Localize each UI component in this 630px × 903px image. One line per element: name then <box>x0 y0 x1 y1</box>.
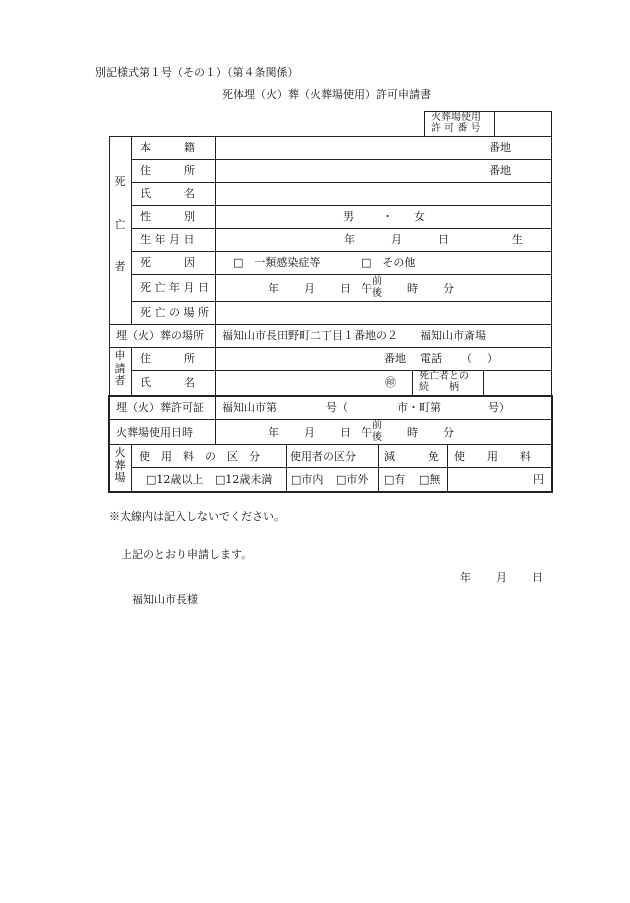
seal-mark: ㊞ <box>385 376 396 389</box>
label-birth-date: 生 年 月 日 <box>140 233 195 246</box>
permit-number-field[interactable] <box>495 112 551 136</box>
applicant-phone-label: 電話 <box>420 352 442 365</box>
date-year: 年 <box>460 571 471 584</box>
table-divider <box>131 251 552 252</box>
permit-box-label: 許 可 番 号 <box>431 123 481 134</box>
table-divider <box>412 370 413 395</box>
group-label-crematorium: 火 葬 場 <box>114 446 126 485</box>
permit-box-label: 火葬場使用 <box>431 112 481 123</box>
permit-box-border <box>551 111 552 136</box>
death-minute: 分 <box>443 282 454 295</box>
date-day: 日 <box>532 571 543 584</box>
table-divider <box>131 347 132 395</box>
header-exemption: 減 免 <box>384 450 439 463</box>
table-divider <box>109 419 552 420</box>
fee-yen: 円 <box>533 473 544 486</box>
group-label-applicant: 申 請 者 <box>114 349 126 388</box>
header-fee: 使 用 料 <box>454 450 531 463</box>
honseki-banchi: 番地 <box>489 141 511 154</box>
table-divider <box>131 136 132 324</box>
death-hour: 時 <box>407 282 418 295</box>
use-noon: 午 <box>361 426 372 439</box>
use-day: 日 <box>340 426 351 439</box>
permit-box-border <box>424 111 425 136</box>
birth-month: 月 <box>391 233 402 246</box>
permit-town: 市・町第 <box>397 401 441 414</box>
death-year: 年 <box>268 282 279 295</box>
permit-number-close: 号） <box>488 401 510 414</box>
use-minute: 分 <box>443 426 454 439</box>
label-applicant-address: 住 所 <box>140 352 195 365</box>
option-age-12-under[interactable]: □12歳未満 <box>215 473 273 486</box>
table-divider <box>109 444 552 445</box>
permit-number-open: 号（ <box>326 401 348 414</box>
label-cause: 死 因 <box>140 256 195 269</box>
sex-male[interactable]: 男 <box>343 210 354 223</box>
sex-separator: ・ <box>382 210 393 223</box>
cause-option-infectious[interactable]: □ 一類感染症等 <box>233 256 321 269</box>
birth-day: 日 <box>438 233 449 246</box>
use-month: 月 <box>304 426 315 439</box>
table-divider <box>483 370 484 395</box>
label-honseki: 本 籍 <box>140 141 195 154</box>
sex-female[interactable]: 女 <box>414 210 425 223</box>
addressee: 福知山市長様 <box>132 593 198 606</box>
date-month: 月 <box>496 571 507 584</box>
label-burial-place: 埋（火）葬の場所 <box>116 329 204 342</box>
thick-border <box>108 395 553 397</box>
label-death-date: 死 亡 年 月 日 <box>140 281 209 294</box>
table-divider <box>131 228 552 229</box>
label-applicant-name: 氏 名 <box>140 376 195 389</box>
label-sex: 性 別 <box>140 210 195 223</box>
phone-paren-close: ） <box>487 352 498 365</box>
table-divider <box>131 370 552 371</box>
option-exempt-no[interactable]: □無 <box>419 473 441 486</box>
table-border <box>109 136 552 137</box>
form-title: 死体埋（火）葬（火葬場使用）許可申請書 <box>222 88 431 101</box>
table-divider <box>109 347 552 348</box>
address-banchi: 番地 <box>489 164 511 177</box>
table-divider <box>215 396 216 444</box>
table-divider <box>286 444 287 492</box>
table-divider <box>131 444 132 492</box>
death-noon: 午 <box>361 282 372 295</box>
label-death-place: 死 亡 の 場 所 <box>140 306 209 319</box>
relation-label: 死亡者との <box>419 371 469 382</box>
table-divider <box>131 274 552 275</box>
death-day: 日 <box>340 282 351 295</box>
label-name: 氏 名 <box>140 187 195 200</box>
option-age-12-over[interactable]: □12歳以上 <box>146 473 204 486</box>
table-divider <box>378 444 379 492</box>
use-am[interactable]: 前 <box>372 420 382 431</box>
table-border <box>109 136 110 395</box>
group-label-deceased: 死 亡 者 <box>114 175 126 274</box>
thick-border-note: ※太線内は記入しないでください。 <box>109 510 285 523</box>
birth-born: 生 <box>512 233 523 246</box>
cause-option-other[interactable]: □ その他 <box>361 256 416 269</box>
birth-year: 年 <box>344 233 355 246</box>
table-divider <box>131 301 552 302</box>
label-address: 住 所 <box>140 164 195 177</box>
death-month: 月 <box>304 282 315 295</box>
header-user-class: 使用者の区分 <box>290 450 356 463</box>
table-divider <box>131 205 552 206</box>
label-permit: 埋（火）葬許可証 <box>116 401 204 414</box>
burial-place-value: 福知山市長田野町二丁目１番地の２ 福知山市斎場 <box>222 329 486 342</box>
form-number: 別記様式第１号（その１）（第４条関係） <box>95 66 299 79</box>
use-pm[interactable]: 後 <box>372 432 382 443</box>
use-year: 年 <box>268 426 279 439</box>
phone-paren-open: （ <box>461 352 472 365</box>
table-divider <box>447 444 448 492</box>
table-divider <box>215 136 216 395</box>
table-divider <box>109 324 552 325</box>
table-border <box>551 136 552 395</box>
option-exempt-yes[interactable]: □有 <box>384 473 406 486</box>
table-divider <box>131 182 552 183</box>
death-pm[interactable]: 後 <box>372 288 382 299</box>
relation-label: 続 柄 <box>419 382 459 393</box>
permit-city: 福知山市第 <box>222 401 277 414</box>
thick-border <box>108 491 553 493</box>
use-hour: 時 <box>407 426 418 439</box>
applicant-banchi: 番地 <box>384 352 406 365</box>
table-divider <box>131 467 552 468</box>
label-use-datetime: 火葬場使用日時 <box>116 426 193 439</box>
header-fee-class: 使 用 料 の 区 分 <box>139 450 260 463</box>
option-city-nonresident[interactable]: □市外 <box>336 473 369 486</box>
request-statement: 上記のとおり申請します。 <box>121 548 253 561</box>
death-am[interactable]: 前 <box>372 276 382 287</box>
option-city-resident[interactable]: □市内 <box>291 473 324 486</box>
table-divider <box>131 159 552 160</box>
